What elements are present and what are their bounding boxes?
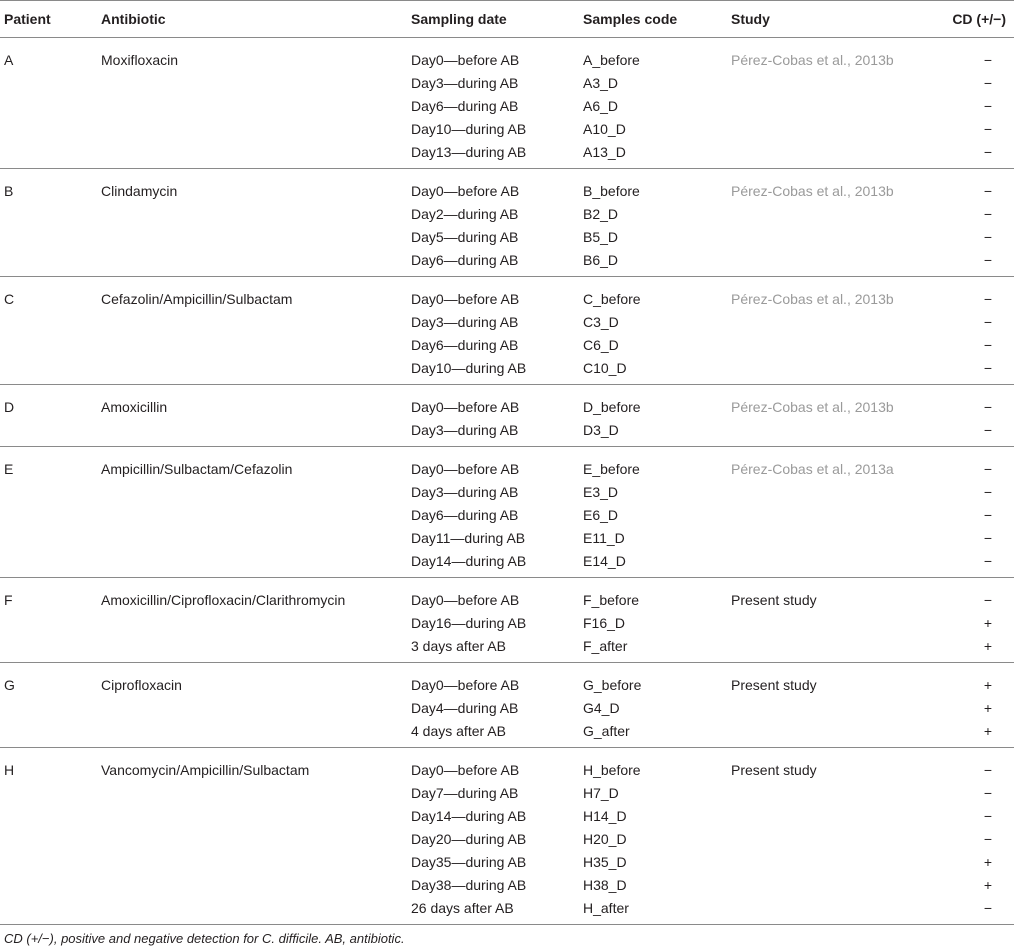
cell-cd: −	[983, 831, 992, 847]
cell-sample-code: D3_D	[583, 422, 619, 438]
cell-sample-code: F_before	[583, 592, 640, 608]
table-row	[0, 72, 1014, 95]
table-row	[0, 805, 1014, 828]
cell-sample-code: A10_D	[583, 121, 626, 137]
cell-sampling-date: Day16—during AB	[411, 615, 527, 631]
cell-antibiotic	[101, 612, 411, 635]
cell-patient: H	[4, 762, 15, 778]
cell-patient: B	[4, 183, 14, 199]
cell-study	[731, 118, 916, 141]
cell-sample-code: C6_D	[583, 337, 619, 353]
cell-study: Present study	[731, 762, 817, 778]
cell-sample-code: H14_D	[583, 808, 627, 824]
cell-sampling-date: Day38—during AB	[411, 877, 527, 893]
cell-cd: −	[983, 530, 992, 546]
table-header	[0, 1, 1014, 38]
cell-antibiotic: Clindamycin	[101, 183, 178, 199]
cell-antibiotic: Vancomycin/Ampicillin/Sulbactam	[101, 762, 310, 778]
cell-sampling-date: Day2—during AB	[411, 206, 519, 222]
header-study: Study	[731, 1, 916, 38]
cell-sampling-date: Day6—during AB	[411, 507, 519, 523]
table-row	[0, 118, 1014, 141]
cell-cd: +	[983, 854, 992, 870]
cell-patient	[0, 226, 101, 249]
header-cd: CD (+/−)	[916, 1, 1014, 38]
cell-sample-code: H_after	[583, 900, 629, 916]
cell-antibiotic	[101, 118, 411, 141]
table-row	[0, 874, 1014, 897]
cell-antibiotic	[101, 72, 411, 95]
cell-patient	[0, 357, 101, 385]
table-row	[0, 697, 1014, 720]
cell-patient	[0, 249, 101, 277]
cell-sample-code: C3_D	[583, 314, 619, 330]
cell-study	[731, 357, 916, 385]
cell-antibiotic	[101, 504, 411, 527]
table-row	[0, 782, 1014, 805]
table-row	[0, 169, 1014, 204]
cell-sampling-date: Day10—during AB	[411, 360, 527, 376]
table-row	[0, 481, 1014, 504]
cell-study	[731, 527, 916, 550]
patient-group	[0, 447, 1014, 578]
cell-antibiotic	[101, 635, 411, 663]
cell-sample-code: H20_D	[583, 831, 627, 847]
table-row	[0, 334, 1014, 357]
cell-sampling-date: Day14—during AB	[411, 553, 527, 569]
cell-study	[731, 612, 916, 635]
cell-cd: −	[983, 592, 992, 608]
cell-study: Pérez-Cobas et al., 2013b	[731, 183, 894, 199]
cell-patient	[0, 805, 101, 828]
cell-sample-code: F_after	[583, 638, 628, 654]
cell-study	[731, 141, 916, 169]
cell-patient	[0, 203, 101, 226]
table-row	[0, 897, 1014, 925]
cell-study: Pérez-Cobas et al., 2013a	[731, 461, 894, 477]
table-row	[0, 550, 1014, 578]
cell-study: Pérez-Cobas et al., 2013b	[731, 52, 894, 68]
table-row	[0, 748, 1014, 783]
cell-cd: −	[983, 484, 992, 500]
table-row	[0, 447, 1014, 482]
table-row	[0, 828, 1014, 851]
cell-antibiotic	[101, 141, 411, 169]
cell-study	[731, 851, 916, 874]
cell-antibiotic	[101, 527, 411, 550]
cell-cd: −	[983, 98, 992, 114]
cell-antibiotic	[101, 226, 411, 249]
cell-study	[731, 897, 916, 925]
cell-sample-code: F16_D	[583, 615, 626, 631]
cell-antibiotic: Amoxicillin	[101, 399, 168, 415]
table-row	[0, 527, 1014, 550]
cell-sample-code: G4_D	[583, 700, 620, 716]
cell-patient	[0, 720, 101, 748]
cell-cd: −	[983, 206, 992, 222]
table-row	[0, 277, 1014, 312]
cell-patient	[0, 504, 101, 527]
cell-antibiotic	[101, 203, 411, 226]
cell-sampling-date: Day6—during AB	[411, 252, 519, 268]
cell-patient: A	[4, 52, 14, 68]
patient-group	[0, 277, 1014, 385]
cell-cd: −	[983, 337, 992, 353]
cell-patient: F	[4, 592, 13, 608]
cell-sampling-date: Day0—before AB	[411, 762, 520, 778]
cell-cd: +	[983, 700, 992, 716]
cell-sample-code: B2_D	[583, 206, 619, 222]
cell-study	[731, 419, 916, 447]
cell-patient	[0, 95, 101, 118]
table-row	[0, 851, 1014, 874]
cell-sampling-date: Day10—during AB	[411, 121, 527, 137]
cell-sample-code: A3_D	[583, 75, 619, 91]
cell-cd: −	[983, 314, 992, 330]
table-row	[0, 419, 1014, 447]
cell-sampling-date: Day0—before AB	[411, 52, 520, 68]
cell-sample-code: A_before	[583, 52, 640, 68]
table-row	[0, 203, 1014, 226]
cell-study: Pérez-Cobas et al., 2013b	[731, 399, 894, 415]
cell-sampling-date: Day13—during AB	[411, 144, 527, 160]
cell-study	[731, 550, 916, 578]
cell-patient	[0, 782, 101, 805]
cell-study: Pérez-Cobas et al., 2013b	[731, 291, 894, 307]
patient-group	[0, 169, 1014, 277]
cell-sampling-date: 3 days after AB	[411, 638, 506, 654]
cell-study	[731, 481, 916, 504]
cell-antibiotic	[101, 874, 411, 897]
cell-cd: −	[983, 762, 992, 778]
cell-antibiotic: Ciprofloxacin	[101, 677, 182, 693]
cell-patient	[0, 419, 101, 447]
table-row	[0, 578, 1014, 613]
cell-patient	[0, 141, 101, 169]
cell-sample-code: E14_D	[583, 553, 626, 569]
cell-sampling-date: Day11—during AB	[411, 530, 526, 546]
cell-antibiotic	[101, 720, 411, 748]
cell-study	[731, 72, 916, 95]
cell-sample-code: H38_D	[583, 877, 627, 893]
cell-study	[731, 504, 916, 527]
cell-study: Present study	[731, 677, 817, 693]
cell-study	[731, 805, 916, 828]
cell-study	[731, 226, 916, 249]
cell-antibiotic	[101, 95, 411, 118]
cell-sampling-date: 26 days after AB	[411, 900, 514, 916]
cell-cd: −	[983, 291, 992, 307]
table-row	[0, 249, 1014, 277]
cell-antibiotic	[101, 828, 411, 851]
cell-antibiotic: Cefazolin/Ampicillin/Sulbactam	[101, 291, 293, 307]
cell-study	[731, 720, 916, 748]
cell-sampling-date: Day3—during AB	[411, 75, 519, 91]
cell-patient	[0, 550, 101, 578]
cell-study	[731, 95, 916, 118]
cell-study	[731, 203, 916, 226]
cell-antibiotic	[101, 550, 411, 578]
cell-antibiotic	[101, 481, 411, 504]
cell-sampling-date: Day7—during AB	[411, 785, 519, 801]
cell-sampling-date: Day3—during AB	[411, 422, 519, 438]
cell-sample-code: H35_D	[583, 854, 627, 870]
cell-antibiotic	[101, 897, 411, 925]
cell-study	[731, 874, 916, 897]
cell-patient	[0, 851, 101, 874]
cell-antibiotic	[101, 419, 411, 447]
cell-study: Present study	[731, 592, 817, 608]
cell-patient	[0, 311, 101, 334]
table-row	[0, 612, 1014, 635]
cell-patient	[0, 897, 101, 925]
patient-group	[0, 38, 1014, 169]
cell-study	[731, 635, 916, 663]
cell-patient: C	[4, 291, 15, 307]
cell-cd: −	[983, 252, 992, 268]
cell-sample-code: H_before	[583, 762, 641, 778]
cell-antibiotic: Ampicillin/Sulbactam/Cefazolin	[101, 461, 293, 477]
cell-cd: −	[983, 75, 992, 91]
cell-antibiotic	[101, 805, 411, 828]
table-row	[0, 226, 1014, 249]
cell-sampling-date: Day0—before AB	[411, 291, 520, 307]
cell-antibiotic	[101, 249, 411, 277]
cell-sampling-date: Day0—before AB	[411, 399, 520, 415]
cell-cd: −	[983, 121, 992, 137]
table-row	[0, 504, 1014, 527]
cell-sample-code: B_before	[583, 183, 640, 199]
cell-sample-code: H7_D	[583, 785, 619, 801]
header-sampling-date: Sampling date	[411, 1, 583, 38]
cell-sample-code: B6_D	[583, 252, 619, 268]
cell-antibiotic	[101, 782, 411, 805]
cell-cd: +	[983, 615, 992, 631]
cell-sampling-date: Day6—during AB	[411, 98, 519, 114]
cell-patient	[0, 612, 101, 635]
cell-sample-code: D_before	[583, 399, 641, 415]
cell-sampling-date: Day4—during AB	[411, 700, 519, 716]
cell-sample-code: E_before	[583, 461, 640, 477]
cell-cd: −	[983, 183, 992, 199]
cell-sample-code: G_before	[583, 677, 642, 693]
cell-patient	[0, 828, 101, 851]
cell-cd: +	[983, 723, 992, 739]
cell-cd: +	[983, 638, 992, 654]
cell-cd: −	[983, 52, 992, 68]
cell-patient	[0, 697, 101, 720]
cell-patient	[0, 635, 101, 663]
cell-study	[731, 697, 916, 720]
cell-patient	[0, 334, 101, 357]
table-row	[0, 141, 1014, 169]
header-antibiotic: Antibiotic	[101, 1, 411, 38]
cell-patient	[0, 118, 101, 141]
cell-sample-code: E11_D	[583, 530, 625, 546]
cell-sample-code: C10_D	[583, 360, 627, 376]
cell-sample-code: B5_D	[583, 229, 619, 245]
cell-patient	[0, 874, 101, 897]
cell-sample-code: C_before	[583, 291, 641, 307]
cell-antibiotic: Moxifloxacin	[101, 52, 179, 68]
cell-cd: −	[983, 229, 992, 245]
cell-cd: −	[983, 422, 992, 438]
cell-sample-code: E6_D	[583, 507, 619, 523]
cell-patient	[0, 527, 101, 550]
table-row	[0, 311, 1014, 334]
cell-sampling-date: Day3—during AB	[411, 484, 519, 500]
cell-sample-code: A6_D	[583, 98, 619, 114]
header-patient: Patient	[0, 1, 101, 38]
cell-study	[731, 782, 916, 805]
cell-antibiotic	[101, 851, 411, 874]
cell-cd: −	[983, 785, 992, 801]
cell-sampling-date: Day0—before AB	[411, 592, 520, 608]
patient-group	[0, 578, 1014, 663]
cell-patient: D	[4, 399, 15, 415]
cell-study	[731, 828, 916, 851]
table-row	[0, 720, 1014, 748]
cell-sampling-date: Day3—during AB	[411, 314, 519, 330]
table-row	[0, 357, 1014, 385]
patient-group	[0, 748, 1014, 925]
cell-antibiotic	[101, 311, 411, 334]
cell-cd: −	[983, 144, 992, 160]
cell-sampling-date: Day6—during AB	[411, 337, 519, 353]
cell-sample-code: A13_D	[583, 144, 626, 160]
table-row	[0, 663, 1014, 698]
table-row	[0, 385, 1014, 420]
cell-sample-code: E3_D	[583, 484, 619, 500]
cell-patient: E	[4, 461, 14, 477]
cell-sampling-date: Day5—during AB	[411, 229, 519, 245]
cell-sampling-date: Day20—during AB	[411, 831, 527, 847]
cell-sampling-date: Day0—before AB	[411, 183, 520, 199]
cell-sampling-date: Day35—during AB	[411, 854, 527, 870]
cell-study	[731, 249, 916, 277]
table-row	[0, 95, 1014, 118]
cell-antibiotic	[101, 697, 411, 720]
cell-cd: −	[983, 808, 992, 824]
table-footnote: CD (+/−), positive and negative detection for C. difficile. AB, antibiotic.	[4, 931, 405, 946]
cell-sampling-date: Day14—during AB	[411, 808, 527, 824]
header-samples-code: Samples code	[583, 1, 731, 38]
cell-patient	[0, 481, 101, 504]
cell-cd: −	[983, 360, 992, 376]
cell-cd: −	[983, 507, 992, 523]
cell-cd: −	[983, 900, 992, 916]
cell-cd: +	[983, 677, 992, 693]
header-row	[0, 1, 1014, 38]
table-row	[0, 38, 1014, 73]
cell-sampling-date: 4 days after AB	[411, 723, 506, 739]
cell-antibiotic	[101, 334, 411, 357]
cell-patient	[0, 72, 101, 95]
cell-sample-code: G_after	[583, 723, 630, 739]
patient-group	[0, 385, 1014, 447]
table-row	[0, 635, 1014, 663]
cell-cd: −	[983, 461, 992, 477]
cell-study	[731, 311, 916, 334]
cell-sampling-date: Day0—before AB	[411, 461, 520, 477]
cell-study	[731, 334, 916, 357]
cell-antibiotic	[101, 357, 411, 385]
patient-group	[0, 663, 1014, 748]
cell-cd: −	[983, 553, 992, 569]
cell-patient: G	[4, 677, 15, 693]
cell-sampling-date: Day0—before AB	[411, 677, 520, 693]
cell-cd: −	[983, 399, 992, 415]
cell-cd: +	[983, 877, 992, 893]
cell-antibiotic: Amoxicillin/Ciprofloxacin/Clarithromycin	[101, 592, 346, 608]
